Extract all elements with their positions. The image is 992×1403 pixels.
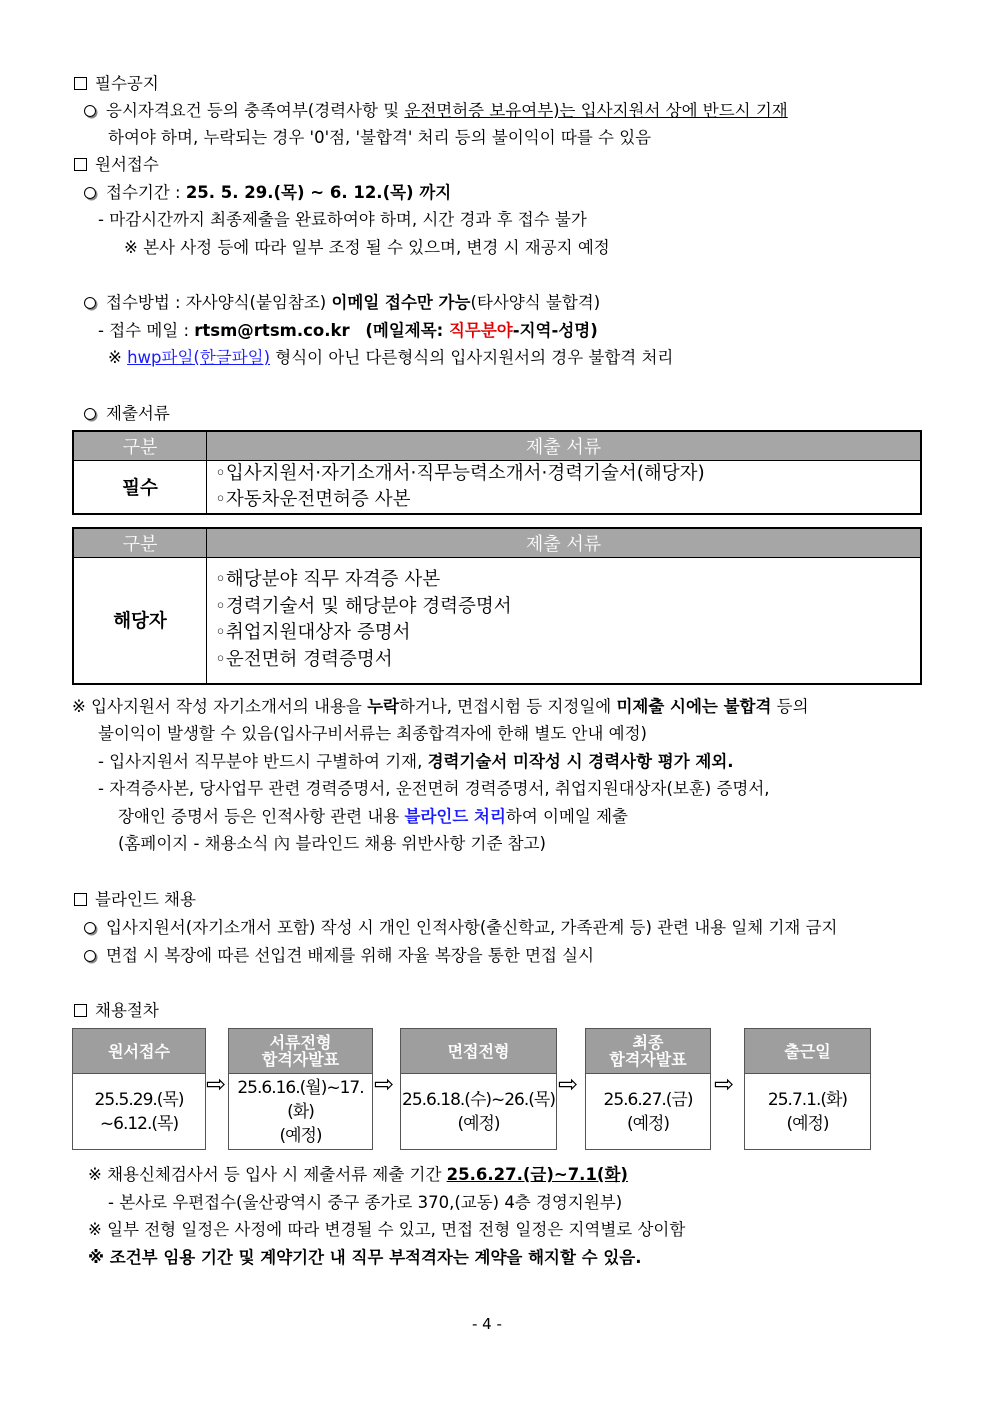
adjust-note: ※ 본사 사정 등에 따라 일부 조정 될 수 있으며, 변경 시 재공지 예정 (124, 238, 610, 257)
step-title: 면접전형 (400, 1028, 557, 1074)
step-title: 원서접수 (72, 1028, 206, 1074)
table-header-docs: 제출 서류 (207, 431, 922, 461)
table-header-docs: 제출 서류 (207, 528, 922, 558)
checkbox-square-icon (74, 1004, 87, 1017)
checkbox-square-icon (74, 158, 87, 171)
process-step-start-date (744, 1028, 871, 1150)
note-1-line-1: ※ 입사지원서 작성 자기소개서의 내용을 누락하거나, 면접시험 등 지정일에 미제출 시에는 불합격 등의 (72, 697, 809, 716)
arrow-right-icon: ⇨ (558, 1070, 579, 1098)
page-number: - 4 - (472, 1315, 502, 1333)
note-3-line-2: 장애인 증명서 등은 인적사항 관련 내용 블라인드 처리하여 이메일 제출 (118, 807, 628, 826)
process-step-interview (400, 1028, 557, 1150)
blind-item-1: 입사지원서(자기소개서 포함) 작성 시 개인 인적사항(출신학교, 가족관계 등) 관련 내용 일체 기재 금지 (84, 914, 838, 938)
step-date: 25.6.18.(수)~26.(목) (예정) (400, 1074, 557, 1150)
application-heading: 원서접수 (74, 151, 159, 175)
step-date: 25.6.16.(월)~17.(화) (예정) (228, 1074, 373, 1150)
process-step-application (72, 1028, 206, 1150)
application-method: 접수방법 : 자사양식(붙임참조) 이메일 접수만 가능(타사양식 불합격) (84, 289, 600, 313)
hwp-file-link[interactable]: hwp파일(한글파일) (127, 348, 271, 367)
list-item: ◦해당분야 직무 자격증 사본 (215, 569, 441, 591)
notice-line-1: 응시자격요건 등의 충족여부(경력사항 및 운전면허증 보유여부)는 입사지원서 상에 반드시 기재 (84, 97, 788, 121)
required-docs-table (72, 430, 922, 515)
hwp-note: ※ hwp파일(한글파일) 형식이 아닌 다른형식의 입사지원서의 경우 불합격 처리 (108, 348, 674, 367)
circle-bullet-icon (84, 187, 96, 199)
circle-bullet-icon (84, 922, 96, 934)
footnote-4: ※ 조건부 임용 기간 및 계약기간 내 직무 부적격자는 계약을 해지할 수 있음. (88, 1248, 642, 1267)
notice-line-2: 하여야 하며, 누락되는 경우 '0'점, '불합격' 처리 등의 불이익이 따를 수 있음 (108, 128, 652, 147)
list-item: ◦운전면허 경력증명서 (215, 648, 393, 670)
list-item: ◦자동차운전면허증 사본 (215, 489, 411, 510)
step-title: 서류전형 합격자발표 (228, 1028, 373, 1074)
list-item: ◦입사지원서·자기소개서·직무능력소개서·경력기술서(해당자) (215, 463, 705, 484)
blind-heading: 블라인드 채용 (74, 886, 196, 910)
notice-heading: 필수공지 (74, 70, 159, 94)
circle-bullet-icon (84, 297, 96, 309)
deadline-note: - 마감시간까지 최종제출을 완료하여야 하며, 시간 경과 후 접수 불가 (98, 210, 587, 229)
table-header-category: 구분 (73, 528, 207, 558)
checkbox-square-icon (74, 77, 87, 90)
application-mail: - 접수 메일 : rtsm@rtsm.co.kr (메일제목: 직무분야-지역-성명) (98, 321, 598, 340)
note-3-line-3: (홈페이지 - 채용소식 內 블라인드 채용 위반사항 기준 참고) (118, 834, 546, 853)
applicable-items (207, 558, 922, 684)
step-date: 25.6.27.(금) (예정) (585, 1074, 711, 1150)
footnote-2: - 본사로 우편접수(울산광역시 중구 종가로 370,(교동) 4층 경영지원부) (108, 1193, 623, 1212)
note-3-line-1: - 자격증사본, 당사업무 관련 경력증명서, 운전면허 경력증명서, 취업지원대상자(보훈) 증명서, (98, 779, 770, 798)
process-step-document-screening (228, 1028, 373, 1150)
arrow-right-icon: ⇨ (374, 1070, 395, 1098)
applicable-label: 해당자 (73, 558, 207, 684)
arrow-right-icon: ⇨ (206, 1070, 227, 1098)
footnote-1: ※ 채용신체검사서 등 입사 시 제출서류 제출 기간 25.6.27.(금)~7.1(화) (88, 1165, 628, 1184)
checkbox-square-icon (74, 893, 87, 906)
required-items (207, 461, 922, 515)
list-item: ◦취업지원대상자 증명서 (215, 622, 411, 644)
process-step-final-result (585, 1028, 711, 1150)
documents-heading: 제출서류 (84, 400, 170, 424)
required-label: 필수 (73, 461, 207, 515)
circle-bullet-icon (84, 950, 96, 962)
step-date: 25.5.29.(목) ~6.12.(목) (72, 1074, 206, 1150)
table-header-category: 구분 (73, 431, 207, 461)
footnote-3: ※ 일부 전형 일정은 사정에 따라 변경될 수 있고, 면접 전형 일정은 지역별로 상이함 (88, 1220, 686, 1239)
step-title: 출근일 (744, 1028, 871, 1074)
list-item: ◦경력기술서 및 해당분야 경력증명서 (215, 595, 512, 617)
step-date: 25.7.1.(화) (예정) (744, 1074, 871, 1150)
applicable-docs-table (72, 527, 922, 685)
process-heading: 채용절차 (74, 997, 159, 1021)
note-2: - 입사지원서 직무분야 반드시 구별하여 기재, 경력기술서 미작성 시 경력사항 평가 제외. (98, 752, 734, 771)
circle-bullet-icon (84, 105, 96, 117)
application-period: 접수기간 : 25. 5. 29.(목) ~ 6. 12.(목) 까지 (84, 179, 451, 203)
arrow-right-icon: ⇨ (714, 1070, 735, 1098)
circle-bullet-icon (84, 408, 96, 420)
note-1-line-2: 불이익이 발생할 수 있음(입사구비서류는 최종합격자에 한해 별도 안내 예정) (98, 724, 647, 743)
step-title: 최종 합격자발표 (585, 1028, 711, 1074)
blind-item-2: 면접 시 복장에 따른 선입견 배제를 위해 자율 복장을 통한 면접 실시 (84, 942, 594, 966)
